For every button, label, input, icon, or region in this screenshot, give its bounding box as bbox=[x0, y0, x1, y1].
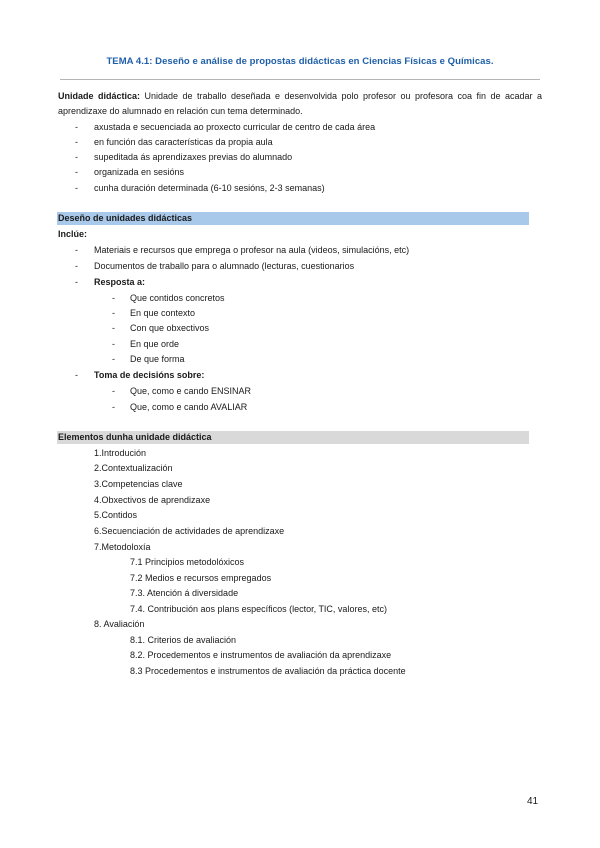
bullet-dash: - bbox=[75, 277, 78, 287]
bullet-dash: - bbox=[112, 339, 115, 349]
title-divider bbox=[60, 79, 540, 80]
list-item: Que, como e cando AVALIAR bbox=[130, 402, 248, 412]
list-item: Documentos de traballo para o alumnado (lecturas, cuestionarios bbox=[94, 261, 355, 271]
list-item: organizada en sesións bbox=[94, 167, 185, 177]
bullet-dash: - bbox=[112, 323, 115, 333]
list-item: 3.Competencias clave bbox=[94, 479, 183, 489]
decisions-label: Toma de decisións sobre: bbox=[94, 370, 205, 380]
section-heading-design: Deseño de unidades didácticas bbox=[57, 212, 529, 225]
bullet-dash: - bbox=[75, 167, 78, 177]
list-item: 1.Introdución bbox=[94, 448, 147, 458]
bullet-dash: - bbox=[112, 308, 115, 318]
includes-label: Inclúe: bbox=[58, 229, 88, 239]
bullet-dash: - bbox=[112, 386, 115, 396]
list-item: Materiais e recursos que emprega o profesor na aula (videos, simulacións, etc) bbox=[94, 245, 410, 255]
bullet-dash: - bbox=[75, 152, 78, 162]
list-item: supeditada ás aprendizaxes previas do alumnado bbox=[94, 152, 293, 162]
list-item: De que forma bbox=[130, 354, 185, 364]
list-item: En que orde bbox=[130, 339, 180, 349]
list-item: 6.Secuenciación de actividades de aprendizaxe bbox=[94, 526, 285, 536]
bullet-dash: - bbox=[112, 402, 115, 412]
bullet-dash: - bbox=[75, 261, 78, 271]
list-item: 7.Metodoloxía bbox=[94, 542, 151, 552]
answers-label: Resposta a: bbox=[94, 277, 146, 287]
list-item: 8.3 Procedementos e instrumentos de avaliación da práctica docente bbox=[130, 666, 406, 676]
title-text: : Deseño e análise de propostas didácticas en Ciencias Físicas e Químicas. bbox=[149, 56, 494, 67]
bullet-dash: - bbox=[75, 370, 78, 380]
section-heading-elements: Elementos dunha unidade didáctica bbox=[57, 431, 529, 444]
list-item: Que, como e cando ENSINAR bbox=[130, 386, 252, 396]
list-item: 8.2. Procedementos e instrumentos de avaliación da aprendizaxe bbox=[130, 650, 392, 660]
document-title bbox=[0, 56, 600, 67]
list-item: 7.1 Principios metodolóxicos bbox=[130, 557, 245, 567]
intro-paragraph bbox=[58, 89, 542, 119]
list-item: 7.4. Contribución aos plans específicos (lector, TIC, valores, etc) bbox=[130, 604, 387, 614]
list-item: 8. Avaliación bbox=[94, 619, 145, 629]
bullet-dash: - bbox=[75, 245, 78, 255]
intro-term: Unidade didáctica: bbox=[58, 91, 140, 101]
list-item: axustada e secuenciada ao proxecto curricular de centro de cada área bbox=[94, 122, 376, 132]
intro-definition: Unidade de traballo deseñada e desenvolvida polo profesor ou profesora coa fin de acadar a aprendizaxe do alumnado en relación cun tema determinado. bbox=[58, 91, 542, 116]
bullet-dash: - bbox=[75, 137, 78, 147]
list-item: en función das características da propia aula bbox=[94, 137, 273, 147]
list-item: cunha duración determinada (6-10 sesións, 2-3 semanas) bbox=[94, 183, 325, 193]
list-item: 8.1. Criterios de avaliación bbox=[130, 635, 237, 645]
list-item: 7.3. Atención á diversidade bbox=[130, 588, 239, 598]
list-item: En que contexto bbox=[130, 308, 196, 318]
bullet-dash: - bbox=[112, 293, 115, 303]
list-item: 5.Contidos bbox=[94, 510, 138, 520]
bullet-dash: - bbox=[75, 122, 78, 132]
title-topic: TEMA 4.1 bbox=[106, 56, 150, 67]
list-item: Con que obxectivos bbox=[130, 323, 210, 333]
bullet-dash: - bbox=[112, 354, 115, 364]
list-item: Que contidos concretos bbox=[130, 293, 225, 303]
list-item: 7.2 Medios e recursos empregados bbox=[130, 573, 272, 583]
list-item: 2.Contextualización bbox=[94, 463, 173, 473]
page-number: 41 bbox=[527, 796, 539, 807]
list-item: 4.Obxectivos de aprendizaxe bbox=[94, 495, 211, 505]
bullet-dash: - bbox=[75, 183, 78, 193]
